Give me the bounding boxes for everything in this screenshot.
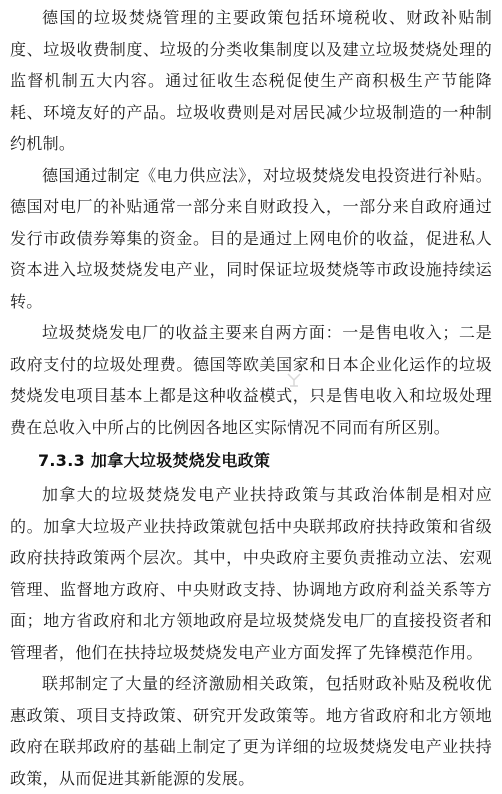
faint-watermark-icon [282, 368, 306, 392]
paragraph-federal-incentives: 联邦制定了大量的经济激励相关政策，包括财政补贴及税收优惠政策、项目支持政策、研究开发政策等。地方省政府和北方领地政府在联邦政府的基础上制定了更为详细的垃圾焚烧发电产业扶持政策，从而促进其新能源的发展。 [10, 674, 492, 788]
section-heading: 7.3.3 加拿大垃圾焚烧发电政策 [38, 451, 271, 470]
paragraph-plant-revenue: 垃圾焚烧发电厂的收益主要来自两方面：一是售电收入；二是政府支付的垃圾处理费。德国等欧美国家和日本企业化运作的垃圾焚烧发电项目基本上都是这种收益模式，只是售电收入和垃圾处理费在总收入中所占的比例因各地区实际情况不同而有所区别。 [10, 323, 492, 437]
paragraph-germany-subsidy: 德国通过制定《电力供应法》，对垃圾焚烧发电投资进行补贴。德国对电厂的补贴通常一部分来自财政投入，一部分来自政府通过发行市政债券筹集的资金。目的是通过上网电价的收益，促进私人资本进入垃圾焚烧发电产业，同时保证垃圾焚烧等市政设施持续运转。 [10, 165, 492, 311]
paragraph-germany-policy: 德国的垃圾焚烧管理的主要政策包括环境税收、财政补贴制度、垃圾收费制度、垃圾的分类收集制度以及建立垃圾焚烧处理的监督机制五大内容。通过征收生态税促使生产商积极生产节能降耗、环境友好的产品。垃圾收费则是对居民减少垃圾制造的一种制约机制。 [10, 8, 492, 153]
paragraph-canada-policy: 加拿大的垃圾焚烧发电产业扶持政策与其政治体制是相对应的。加拿大垃圾产业扶持政策就包括中央联邦政府扶持政策和省级政府扶持政策两个层次。其中，中央政府主要负责推动立法、宏观管理、监督地方政府、中央财政支持、协调地方政府利益关系等方面；地方省政府和北方领地政府是垃圾焚烧发电厂的直接投资者和管理者，他们在扶持垃圾焚烧发电产业方面发挥了先锋模范作用。 [10, 485, 492, 662]
